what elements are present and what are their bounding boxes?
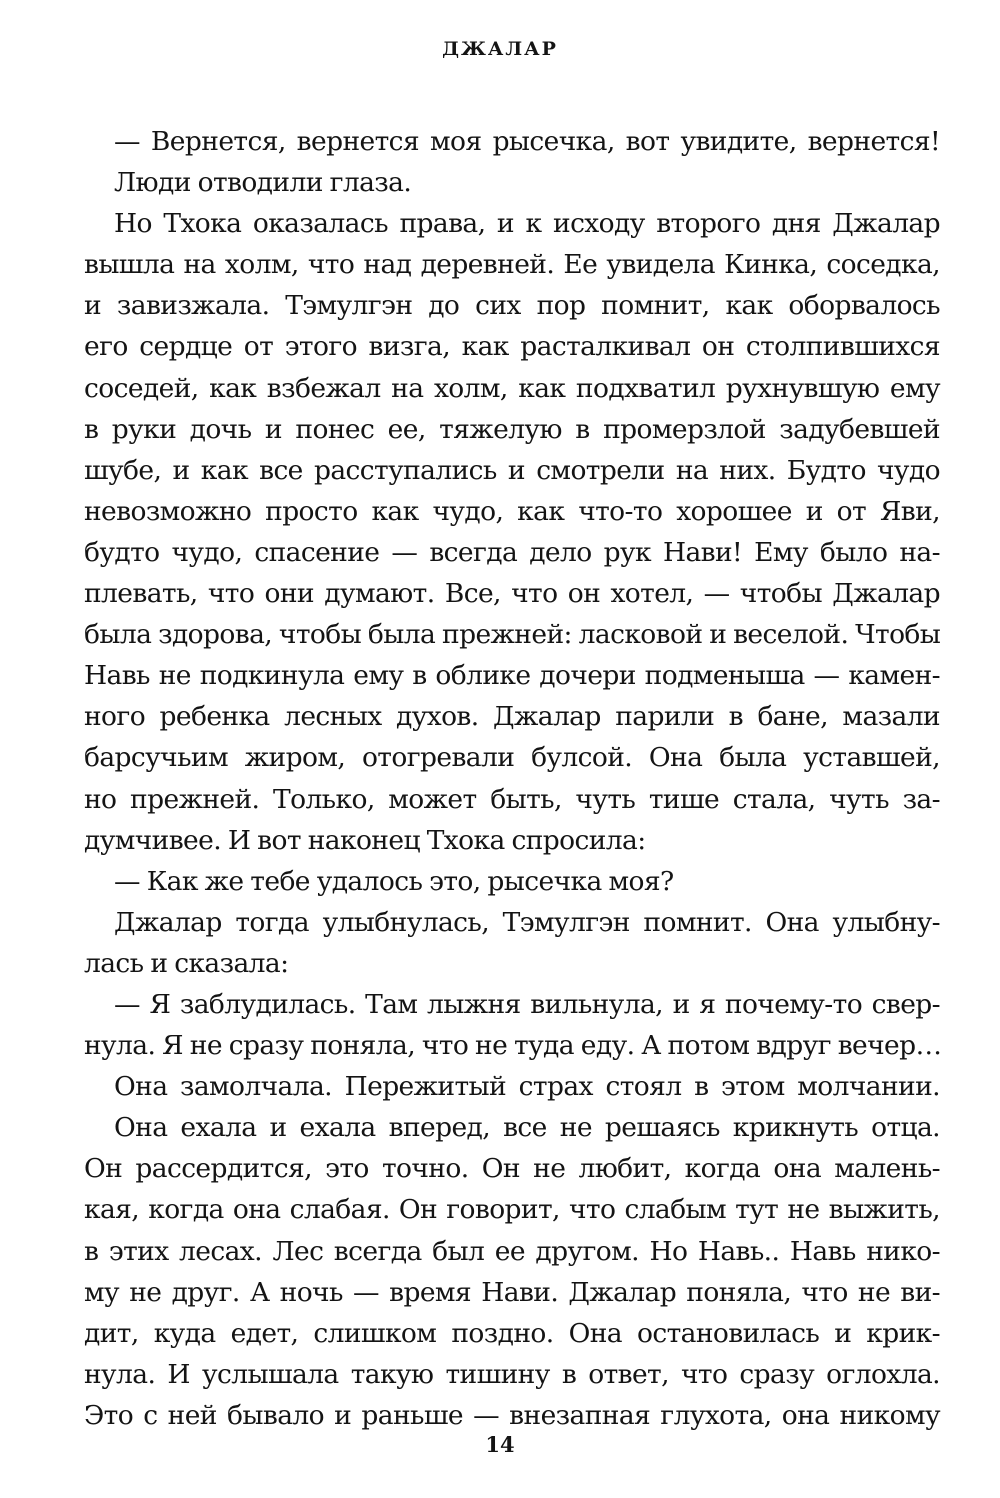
- text-line: Джалар тогда улыбнулась, Тэмулгэн помнит. Она улыбну-: [114, 906, 940, 938]
- text-line: шубе, и как все расступались и смотрели на них. Будто чудо: [84, 454, 940, 486]
- text-line: Навь не подкинула ему в облике дочери подменыша — камен-: [84, 660, 940, 692]
- text-line: — Как же тебе удалось это, рысечка моя?: [114, 865, 674, 897]
- text-line: кая, когда она слабая. Он говорит, что слабым тут не выжить,: [84, 1194, 940, 1226]
- text-line: вышла на холм, что над деревней. Ее увидела Кинка, соседка,: [84, 249, 940, 281]
- body-text: [84, 121, 940, 1436]
- text-line: нула. Я не сразу поняла, что не туда еду. А потом вдруг вечер…: [84, 1030, 942, 1062]
- text-line: ного ребенка лесных духов. Джалар парили в бане, мазали: [84, 701, 940, 733]
- text-line: Это с ней бывало и раньше — внезапная глухота, она никому: [84, 1399, 940, 1431]
- text-line: плевать, что они думают. Все, что он хотел, — чтобы Джалар: [84, 578, 940, 610]
- text-line: в этих лесах. Лес всегда был ее другом. Но Навь.. Навь нико-: [84, 1235, 940, 1267]
- text-line: Она замолчала. Пережитый страх стоял в этом молчании.: [114, 1071, 940, 1103]
- text-line: — Вернется, вернется моя рысечка, вот увидите, вернется!: [114, 126, 940, 157]
- text-line: нула. И услышала такую тишину в ответ, что сразу оглохла.: [84, 1358, 940, 1390]
- text-line: думчивее. И вот наконец Тхока спросила:: [84, 824, 646, 856]
- running-head: ДЖАЛАР: [442, 38, 558, 60]
- text-line: будто чудо, спасение — всегда дело рук Нави! Ему было на-: [84, 536, 940, 568]
- text-line: Он рассердится, это точно. Он не любит, когда она малень-: [84, 1153, 940, 1185]
- text-line: лась и сказала:: [84, 947, 289, 979]
- page-number: 14: [485, 1432, 515, 1457]
- text-line: Но Тхока оказалась права, и к исходу второго дня Джалар: [114, 208, 940, 240]
- text-line: Люди отводили глаза.: [114, 167, 412, 199]
- text-line: му не друг. А ночь — время Нави. Джалар поняла, что не ви-: [84, 1276, 940, 1308]
- text-line: невозможно просто как чудо, как что-то хорошее и от Яви,: [84, 495, 940, 527]
- text-line: дит, куда едет, слишком поздно. Она остановилась и крик-: [84, 1317, 940, 1349]
- text-line: и завизжала. Тэмулгэн до сих пор помнит, как оборвалось: [84, 290, 940, 322]
- text-line: была здорова, чтобы была прежней: ласковой и веселой. Чтобы: [84, 619, 941, 651]
- text-line: соседей, как взбежал на холм, как подхватил рухнувшую ему: [84, 372, 940, 404]
- text-line: его сердце от этого визга, как расталкивал он столпившихся: [84, 331, 940, 363]
- text-line: — Я заблудилась. Там лыжня вильнула, и я почему-то свер-: [114, 988, 940, 1020]
- text-line: барсучьим жиром, отогревали булсой. Она была уставшей,: [84, 742, 940, 774]
- text-line: в руки дочь и понес ее, тяжелую в промерзлой задубевшей: [84, 413, 940, 445]
- text-line: Она ехала и ехала вперед, все не решаясь крикнуть отца.: [114, 1112, 940, 1144]
- text-line: но прежней. Только, может быть, чуть тише стала, чуть за-: [84, 783, 940, 815]
